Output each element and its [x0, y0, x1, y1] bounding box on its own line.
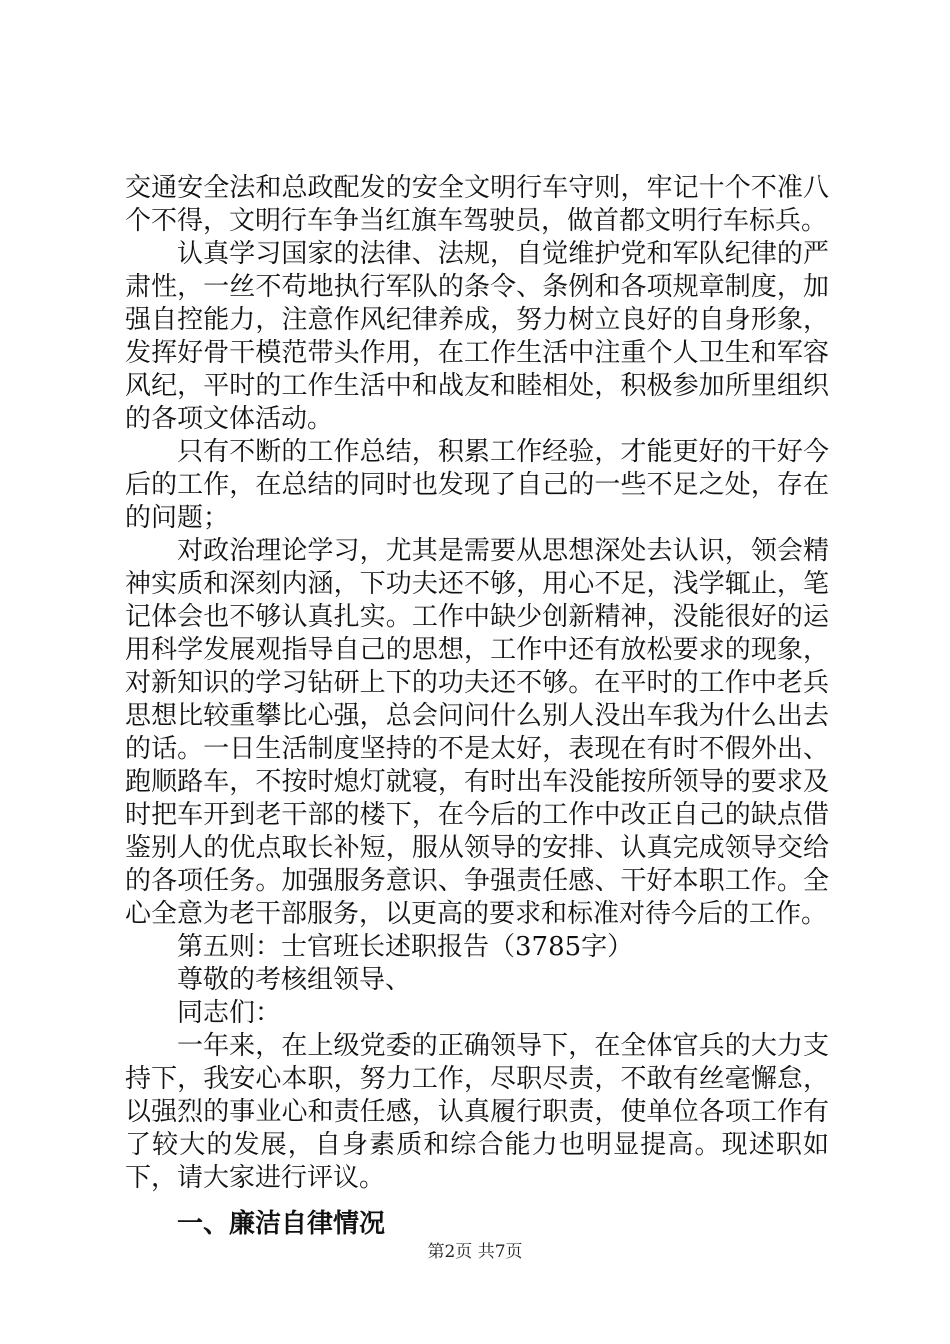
paragraph-study-law: 认真学习国家的法律、法规，自觉维护党和军队纪律的严肃性，一丝不苟地执行军队的条令、条例和各项规章制度，加强自控能力，注意作风纪律养成，努力树立良好的自身形象，发挥好骨干模范带头作用，在工作生活中注重个人卫生和军容风纪，平时的工作生活中和战友和睦相处，积极参加所里组织的各项文体活动。: [125, 239, 829, 434]
salutation-leaders: 尊敬的考核组领导、: [177, 965, 412, 995]
salutation-comrades: 同志们：: [177, 998, 282, 1028]
document-body: [125, 172, 829, 1243]
page-footer: [0, 1241, 950, 1263]
paragraph-intro: 一年来，在上级党委的正确领导下，在全体官兵的大力支持下，我安心本职，努力工作，尽职尽责，不敢有丝毫懈怠，以强烈的事业心和责任感，认真履行职责，使单位各项工作有了较大的发展，自身素质和综合能力也明显提高。现述职如下，请大家进行评议。: [125, 1031, 829, 1193]
page-number: 第2页 共7页: [427, 1242, 523, 1262]
paragraph-shortcomings: 对政治理论学习，尤其是需要从思想深处去认识，领会精神实质和深刻内涵，下功夫还不够，用心不足，浅学辄止，笔记体会也不够认真扎实。工作中缺少创新精神，没能很好的运用科学发展观指导自己的思想，工作中还有放松要求的现象，对新知识的学习钻研上下的功夫还不够。在平时的工作中老兵思想比较重攀比心强，总会问问什么别人没出车我为什么出去的话。一日生活制度坚持的不是太好，表现在有时不假外出、跑顺路车，不按时熄灯就寝，有时出车没能按所领导的要求及时把车开到老干部的楼下，在今后的工作中改正自己的缺点借鉴别人的优点取长补短，服从领导的安排、认真完成领导交给的各项任务。加强服务意识、争强责任感、干好本职工作。全心全意为老干部服务，以更高的要求和标准对待今后的工作。: [125, 536, 829, 929]
paragraph-summary: 只有不断的工作总结，积累工作经验，才能更好的干好今后的工作，在总结的同时也发现了自己的一些不足之处，存在的问题；: [125, 437, 829, 533]
section-title-report: 第五则：士官班长述职报告（3785字）: [177, 932, 634, 962]
section-heading: 一、廉洁自律情况: [177, 1209, 386, 1239]
paragraph-traffic-rules: 交通安全法和总政配发的安全文明行车守则，牢记十个不准八个不得，文明行车争当红旗车驾驶员，做首都文明行车标兵。: [125, 173, 829, 236]
